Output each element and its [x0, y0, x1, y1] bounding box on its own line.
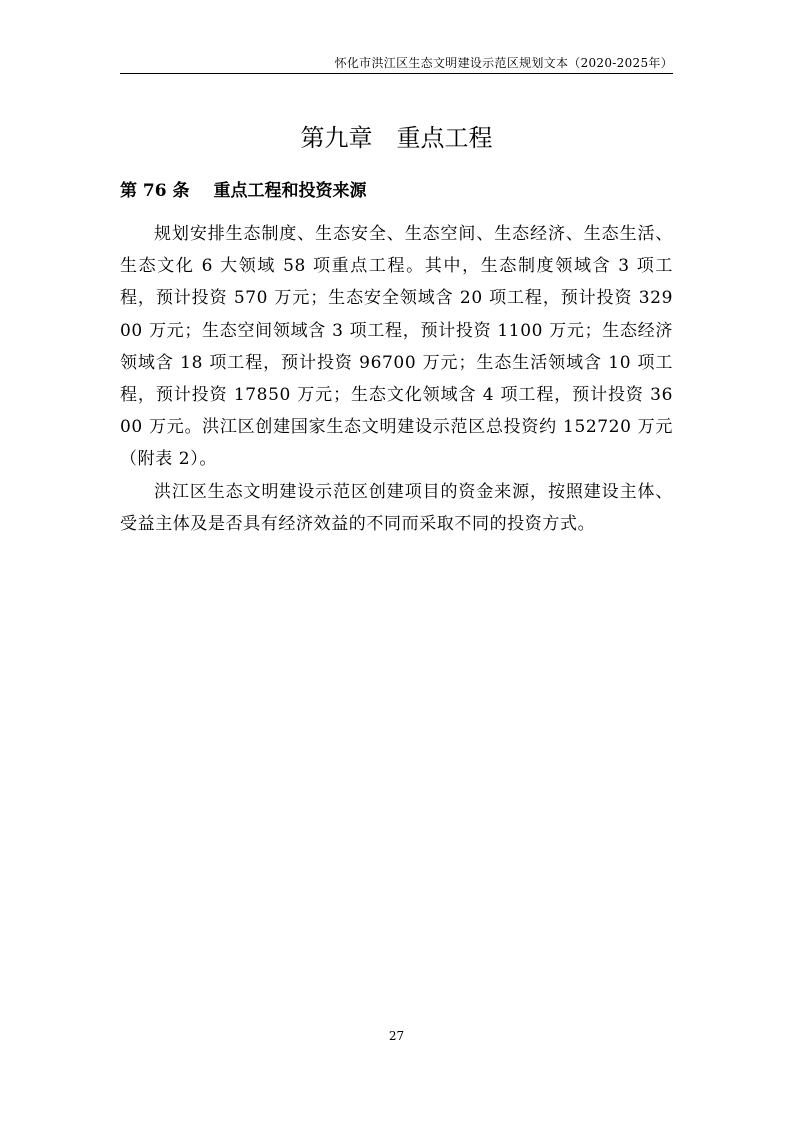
article-body [120, 218, 673, 540]
chapter-title: 第九章 重点工程 [300, 124, 493, 152]
running-header: 怀化市洪江区生态文明建设示范区规划文本（2020-2025年） [334, 56, 673, 70]
article-number: 第 76 条 [120, 181, 190, 201]
page-number: 27 [388, 1029, 405, 1043]
paragraph-funding-sources: 洪江区生态文明建设示范区创建项目的资金来源，按照建设主体、受益主体及是否具有经济效益的不同而采取不同的投资方式。 [120, 481, 673, 534]
paragraph-key-projects: 规划安排生态制度、生态安全、生态空间、生态经济、生态生活、生态文化 6 大领域 58 项重点工程。其中，生态制度领域含 3 项工程，预计投资 570 万元；生态安全领域含 20 项工程，预计投资 32900 万元；生态空间领域含 3 项工程，预计投资 1100 万元；生态经济领域含 18 项工程，预计投资 96700 万元；生态生活领域含 10 项工程，预计投资 17850 万元；生态文化领域含 4 项工程，预计投资 3600 万元。洪江区创建国家生态文明建设示范区总投资约 152720 万元（附表 2）。 [120, 224, 673, 470]
article-heading [120, 178, 673, 204]
article-title: 重点工程和投资来源 [213, 181, 367, 201]
header-divider [120, 73, 673, 74]
